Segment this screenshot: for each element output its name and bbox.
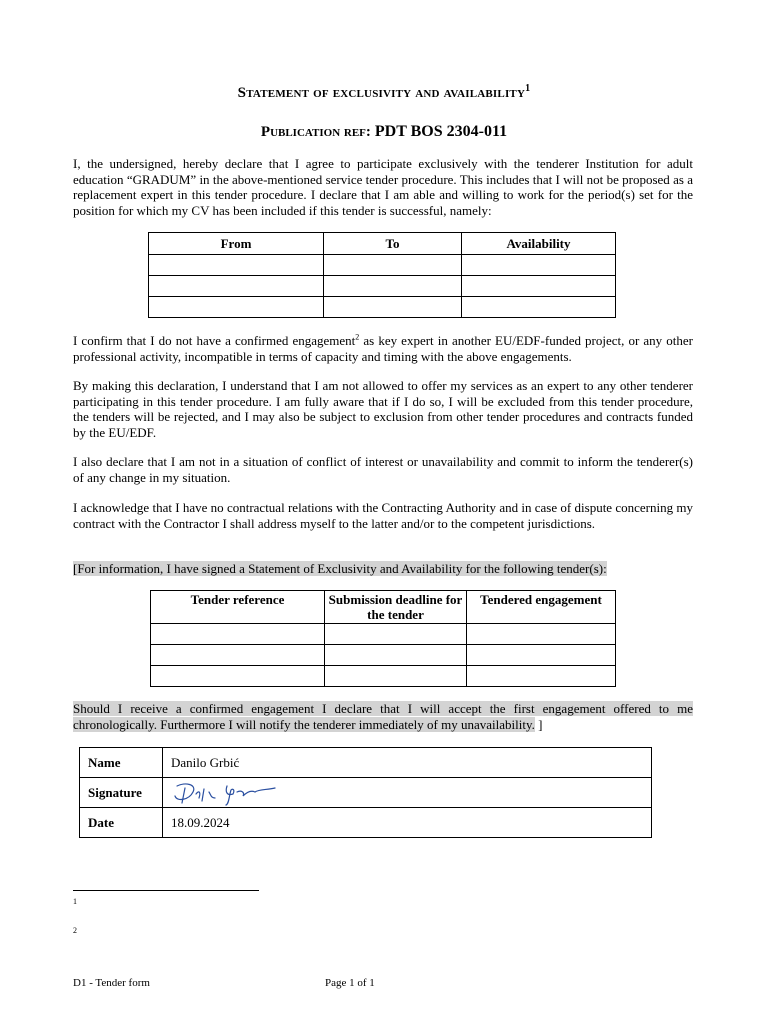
table-row [149, 276, 616, 297]
publication-label: Publication ref: [260, 124, 371, 140]
date-label: Date [80, 808, 163, 838]
table-cell[interactable] [149, 276, 324, 297]
table-row [149, 255, 616, 276]
table-row [151, 666, 616, 687]
table-row [151, 624, 616, 645]
table-cell[interactable] [325, 645, 467, 666]
table-cell[interactable] [149, 255, 324, 276]
signature-row-date [80, 808, 652, 838]
table-header-row [151, 591, 616, 624]
paragraph-for-information [73, 561, 693, 577]
table-cell[interactable] [462, 255, 616, 276]
signature-table [79, 747, 652, 838]
footer-page-number: Page 1 of 1 [325, 977, 375, 989]
for-information-text: [For information, I have signed a Statement of Exclusivity and Availability for the following tender(s): [73, 561, 607, 576]
table-cell[interactable] [462, 276, 616, 297]
publication-reference [0, 123, 768, 141]
table-cell[interactable] [467, 624, 616, 645]
confirmation-text-start: I confirm that I do not have a confirmed engagement [73, 333, 356, 348]
engagement-commitment-text: Should I receive a confirmed engagement I declare that I will accept the first engagement offered to me chronologically. Furthermore I will notify the tenderer immediately of my unavailability. [73, 701, 693, 732]
date-value[interactable]: 18.09.2024 [163, 808, 652, 838]
table-cell[interactable] [149, 297, 324, 318]
paragraph-contractual-relations: I acknowledge that I have no contractual relations with the Contracting Authority and in case of dispute concerning my contract with the Contractor I shall address myself to the latter and/or to the competent jurisdictions. [73, 500, 693, 531]
availability-table [148, 232, 616, 318]
table-cell[interactable] [151, 666, 325, 687]
column-header-from: From [149, 233, 324, 255]
column-header-submission-deadline: Submission deadline for the tender [325, 591, 467, 624]
confirmation-text-end: as key expert in another EU/EDF-funded project, or any other professional activity, incompatible in terms of capacity and timing with the above engagements. [73, 333, 693, 364]
paragraph-conflict-of-interest: I also declare that I am not in a situation of conflict of interest or unavailability and commit to inform the tenderer(s) of any change in my situation. [73, 454, 693, 485]
column-header-tender-reference: Tender reference [151, 591, 325, 624]
table-cell[interactable] [467, 666, 616, 687]
column-header-tendered-engagement: Tendered engagement [467, 591, 616, 624]
table-cell[interactable] [325, 624, 467, 645]
footer-form-label: D1 - Tender form [73, 977, 150, 989]
table-cell[interactable] [324, 297, 462, 318]
footnote-ref-2: 2 [355, 332, 360, 342]
table-cell[interactable] [467, 645, 616, 666]
title-text: Statement of exclusivity and availability [237, 85, 526, 101]
table-cell[interactable] [151, 624, 325, 645]
table-cell[interactable] [462, 297, 616, 318]
table-header-row [149, 233, 616, 255]
footnote-2: 2 [73, 926, 77, 935]
closing-bracket: ] [534, 716, 543, 732]
footnote-1: 1 [73, 897, 77, 906]
signature-row-signature [80, 778, 652, 808]
table-cell[interactable] [324, 255, 462, 276]
signature-label: Signature [80, 778, 163, 808]
signature-row-name [80, 748, 652, 778]
column-header-to: To [324, 233, 462, 255]
title-footnote-ref: 1 [525, 83, 531, 94]
name-label: Name [80, 748, 163, 778]
paragraph-declaration: By making this declaration, I understand that I am not allowed to offer my services as an expert to any other tenderer participating in this tender procedure. I am fully aware that if I do so, I will be excluded from this tender procedure, the tenders will be rejected, and I may also be subject to exclusion from other tender procedures and contracts funded by the EU/EDF. [73, 378, 693, 440]
table-cell[interactable] [325, 666, 467, 687]
handwritten-signature [171, 780, 283, 806]
table-row [149, 297, 616, 318]
document-title [0, 83, 768, 102]
publication-ref-value: PDT BOS 2304-011 [374, 123, 508, 140]
paragraph-intro: I, the undersigned, hereby declare that I agree to participate exclusively with the tenderer Institution for adult education “GRADUM” in the above-mentioned service tender procedure. This includes that I will not be proposed as a replacement expert in this tender procedure. I declare that I am able and willing to work for the period(s) set for the position for which my CV has been included if this tender is successful, namely: [73, 156, 693, 218]
signature-field[interactable] [163, 778, 652, 808]
paragraph-confirmation [73, 333, 693, 364]
column-header-availability: Availability [462, 233, 616, 255]
table-cell[interactable] [324, 276, 462, 297]
footnote-separator [73, 890, 259, 891]
paragraph-engagement-commitment [73, 701, 693, 732]
name-value[interactable]: Danilo Grbić [163, 748, 652, 778]
table-row [151, 645, 616, 666]
table-cell[interactable] [151, 645, 325, 666]
tenders-table [150, 590, 616, 687]
